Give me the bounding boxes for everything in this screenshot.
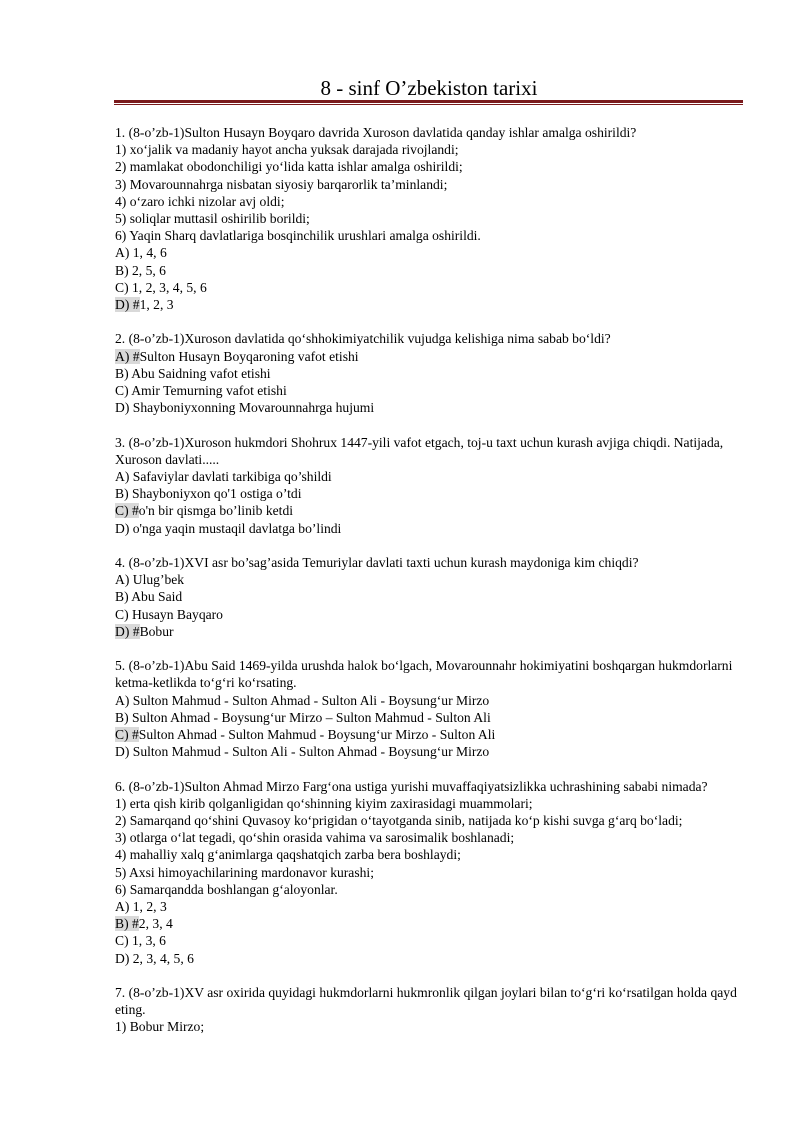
statement-item: 6) Yaqin Sharq davlatlariga bosqinchilik urushlari amalga oshirildi. xyxy=(115,228,481,244)
answer-option xyxy=(115,726,745,743)
option-text: 2, 3, 4, 5, 6 xyxy=(129,950,194,966)
answer-option xyxy=(115,296,745,313)
question-block xyxy=(115,434,745,537)
option-label: D) xyxy=(115,520,130,536)
option-text: Ulug’bek xyxy=(129,572,185,588)
answer-option xyxy=(115,485,745,502)
option-text: Sulton Ahmad - Sulton Mahmud - Boysung‘ur Mirzo - Sulton Ali xyxy=(138,727,496,743)
option-label: D) xyxy=(115,744,130,760)
option-text: Sulton Husayn Boyqaroning vafot etishi xyxy=(139,348,359,364)
title-rule-thin xyxy=(114,104,743,105)
option-label: B) xyxy=(115,486,129,502)
option-label: C) xyxy=(115,727,129,743)
option-label: C) xyxy=(115,279,129,295)
statement-item: 6) Samarqandda boshlangan g‘aloyonlar. xyxy=(115,881,338,897)
option-label: D) xyxy=(115,950,130,966)
questions-list xyxy=(115,124,745,1053)
option-label: A) xyxy=(115,469,130,485)
question-block xyxy=(115,657,745,760)
question-block xyxy=(115,984,745,1036)
question-block xyxy=(115,554,745,640)
correct-answer-mark: # xyxy=(129,623,140,639)
answer-option xyxy=(115,588,745,605)
option-text: 2, 3, 4 xyxy=(138,916,173,932)
option-text: Sulton Mahmud - Sulton Ahmad - Sulton Ali - Boysung‘ur Mirzo xyxy=(129,692,490,708)
answer-option xyxy=(115,932,745,949)
statement-item: 3) otlarga o‘lat tegadi, qo‘shin orasida vahima va sarosimalik boshlanadi; xyxy=(115,830,515,846)
answer-option xyxy=(115,520,745,537)
answer-option xyxy=(115,382,745,399)
option-text: Safaviylar davlati tarkibiga qo’shildi xyxy=(129,469,332,485)
question-block xyxy=(115,778,745,967)
option-text: Shayboniyxon qo'1 ostiga o’tdi xyxy=(128,486,302,502)
correct-answer-mark: # xyxy=(128,727,139,743)
statement-item: 5) Axsi himoyachilarining mardonavor kurashi; xyxy=(115,864,374,880)
statement-item: 2) mamlakat obodonchiligi yo‘lida katta ishlar amalga oshirildi; xyxy=(115,159,463,175)
option-text: 1, 2, 3 xyxy=(129,899,167,915)
option-label: B) xyxy=(115,916,129,932)
option-text: o'n bir qismga bo’linib ketdi xyxy=(138,503,294,519)
answer-option xyxy=(115,692,745,709)
statement-item: 3) Movarounnahrga nisbatan siyosiy barqarorlik ta’minlandi; xyxy=(115,176,448,192)
question-block xyxy=(115,330,745,416)
answer-option xyxy=(115,915,745,932)
option-text: Shayboniyxonning Movarounnahrga hujumi xyxy=(129,400,375,416)
answer-option xyxy=(115,571,745,588)
answer-option xyxy=(115,606,745,623)
option-text: Abu Said xyxy=(128,589,183,605)
answer-option xyxy=(115,365,745,382)
option-label: C) xyxy=(115,383,129,399)
option-label: B) xyxy=(115,365,129,381)
title-rule-thick xyxy=(114,100,743,103)
option-text: Sulton Ahmad - Boysung‘ur Mirzo – Sulton Mahmud - Sulton Ali xyxy=(128,709,491,725)
answer-option xyxy=(115,262,745,279)
correct-answer-mark: # xyxy=(129,348,140,364)
question-stem: 5. (8-o’zb-1)Abu Said 1469-yilda urushda halok bo‘lgach, Movarounnahr hokimiyatini boshqargan hukmdorlarni ketma-ketlikda to‘g‘ri ko‘rsating. xyxy=(115,658,733,691)
answer-option xyxy=(115,279,745,296)
option-label: A) xyxy=(115,572,130,588)
answer-option xyxy=(115,950,745,967)
option-label: C) xyxy=(115,606,129,622)
option-label: A) xyxy=(115,245,130,261)
option-label: C) xyxy=(115,503,129,519)
statement-item: 1) erta qish kirib qolganligidan qo‘shinning kiyim zaxirasidagi muammolari; xyxy=(115,795,533,811)
question-stem: 7. (8-o’zb-1)XV asr oxirida quyidagi hukmdorlarni hukmronlik qilgan joylari bilan to‘g‘ri ko‘rsatilgan holda qayd eting. xyxy=(115,985,737,1018)
question-stem: 2. (8-o’zb-1)Xuroson davlatida qo‘shhokimiyatchilik vujudga kelishiga nima sabab bo‘ldi? xyxy=(115,331,611,347)
answer-option xyxy=(115,743,745,760)
question-stem: 6. (8-o’zb-1)Sulton Ahmad Mirzo Farg‘ona ustiga yurishi muvaffaqiyatsizlikka uchrashining sababi nimada? xyxy=(115,778,708,794)
correct-answer-mark: # xyxy=(128,916,139,932)
option-label: A) xyxy=(115,899,130,915)
statement-item: 2) Samarqand qo‘shini Quvasoy ko‘prigidan o‘tayotganda sinib, natijada ko‘p kishi suvga g‘arq bo‘ladi; xyxy=(115,813,683,829)
option-label: A) xyxy=(115,692,130,708)
question-stem: 1. (8-o’zb-1)Sulton Husayn Boyqaro davrida Xuroson davlatida qanday ishlar amalga oshirildi? xyxy=(115,125,637,140)
option-text: Bobur xyxy=(139,623,174,639)
option-text: Sulton Mahmud - Sulton Ali - Sulton Ahmad - Boysung‘ur Mirzo xyxy=(129,744,490,760)
statement-item: 4) o‘zaro ichki nizolar avj oldi; xyxy=(115,193,285,209)
question-block xyxy=(115,124,745,313)
option-text: 1, 2, 3, 4, 5, 6 xyxy=(128,279,207,295)
option-label: B) xyxy=(115,709,129,725)
option-text: 1, 3, 6 xyxy=(128,933,166,949)
statement-item: 1) xo‘jalik va madaniy hayot ancha yuksak darajada rivojlandi; xyxy=(115,142,459,158)
answer-option xyxy=(115,709,745,726)
answer-option xyxy=(115,898,745,915)
option-label: D) xyxy=(115,623,130,639)
option-text: 2, 5, 6 xyxy=(128,262,166,278)
answer-option xyxy=(115,348,745,365)
option-text: Husayn Bayqaro xyxy=(128,606,223,622)
statement-item: 1) Bobur Mirzo; xyxy=(115,1019,205,1035)
answer-option xyxy=(115,399,745,416)
option-label: D) xyxy=(115,400,130,416)
question-stem: 3. (8-o’zb-1)Xuroson hukmdori Shohrux 1447-yili vafot etgach, toj-u taxt uchun kurash avjiga chiqdi. Natijada, Xuroson davlati..... xyxy=(115,434,724,467)
page-title: 8 - sinf O’zbekiston tarixi xyxy=(320,76,538,100)
statement-item: 4) mahalliy xalq g‘animlarga qaqshatqich zarba bera boshlaydi; xyxy=(115,847,461,863)
option-label: D) xyxy=(115,297,130,313)
option-label: C) xyxy=(115,933,129,949)
answer-option xyxy=(115,468,745,485)
option-text: 1, 4, 6 xyxy=(129,245,167,261)
option-text: Amir Temurning vafot etishi xyxy=(128,383,287,399)
option-text: o'nga yaqin mustaqil davlatga bo’lindi xyxy=(129,520,342,536)
answer-option xyxy=(115,502,745,519)
correct-answer-mark: # xyxy=(128,503,139,519)
answer-option xyxy=(115,244,745,261)
option-label: A) xyxy=(115,348,130,364)
question-stem: 4. (8-o’zb-1)XVI asr bo’sag’asida Temuriylar davlati taxti uchun kurash maydoniga kim chiqdi? xyxy=(115,555,639,571)
option-text: 1, 2, 3 xyxy=(139,297,174,313)
option-label: B) xyxy=(115,589,129,605)
correct-answer-mark: # xyxy=(129,297,140,313)
option-text: Abu Saidning vafot etishi xyxy=(128,365,271,381)
answer-option xyxy=(115,623,745,640)
statement-item: 5) soliqlar muttasil oshirilib borildi; xyxy=(115,211,310,227)
option-label: B) xyxy=(115,262,129,278)
